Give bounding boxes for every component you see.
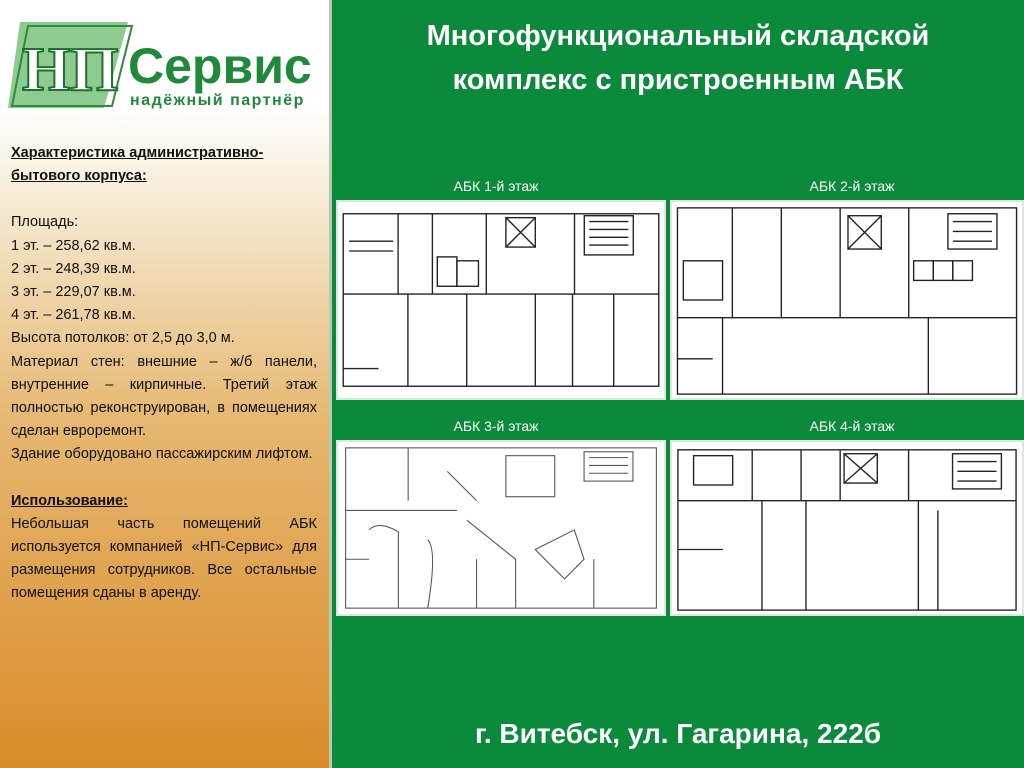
floor2-area: 2 эт. – 248,39 кв.м. bbox=[11, 260, 136, 277]
plans-panel bbox=[332, 0, 1024, 768]
usage-heading: Использование: bbox=[11, 492, 128, 509]
title-line2: комплекс с пристроенным АБК bbox=[452, 64, 904, 96]
logo-mark: НП bbox=[22, 36, 119, 104]
wall-material: Материал стен: внешние – ж/б панели, внутренние – кирпичные. Третий этаж полностью реконструирован, в помещениях сделан евроремонт. bbox=[11, 353, 317, 440]
company-logo[interactable] bbox=[8, 8, 326, 128]
page-title bbox=[332, 14, 1024, 102]
address: г. Витебск, ул. Гагарина, 222б bbox=[474, 718, 882, 749]
usage-text: Небольшая часть помещений АБК используется компанией «НП-Сервис» для размещения сотрудников. Все остальные помещения сданы в аренду. bbox=[11, 515, 317, 602]
floor3-area: 3 эт. – 229,07 кв.м. bbox=[11, 284, 136, 301]
floor2-plan-image[interactable] bbox=[670, 200, 1024, 400]
characteristics-heading: Характеристика административно-бытового корпуса: bbox=[11, 145, 264, 185]
floor2-label: АБК 2-й этаж bbox=[809, 178, 895, 194]
logo-tagline: надёжный партнёр bbox=[130, 92, 305, 109]
ceiling-height: Высота потолков: от 2,5 до 3,0 м. bbox=[11, 330, 235, 347]
floor4-plan-image[interactable] bbox=[670, 440, 1024, 616]
lift-info: Здание оборудовано пассажирским лифтом. bbox=[11, 446, 313, 463]
logo-name: Сервис bbox=[128, 38, 312, 94]
area-label: Площадь: bbox=[11, 214, 79, 231]
floor1-label: АБК 1-й этаж bbox=[453, 178, 539, 194]
floor1-area: 1 эт. – 258,62 кв.м. bbox=[11, 237, 136, 254]
building-description bbox=[11, 142, 317, 606]
floor3-label: АБК 3-й этаж bbox=[453, 418, 539, 434]
info-panel bbox=[0, 0, 332, 768]
floor3-plan-image[interactable] bbox=[336, 440, 666, 616]
floor4-area: 4 эт. – 261,78 кв.м. bbox=[11, 307, 136, 324]
floor1-plan-image[interactable] bbox=[336, 200, 666, 400]
title-line1: Многофункциональный складской bbox=[426, 20, 930, 52]
floor4-label: АБК 4-й этаж bbox=[809, 418, 895, 434]
